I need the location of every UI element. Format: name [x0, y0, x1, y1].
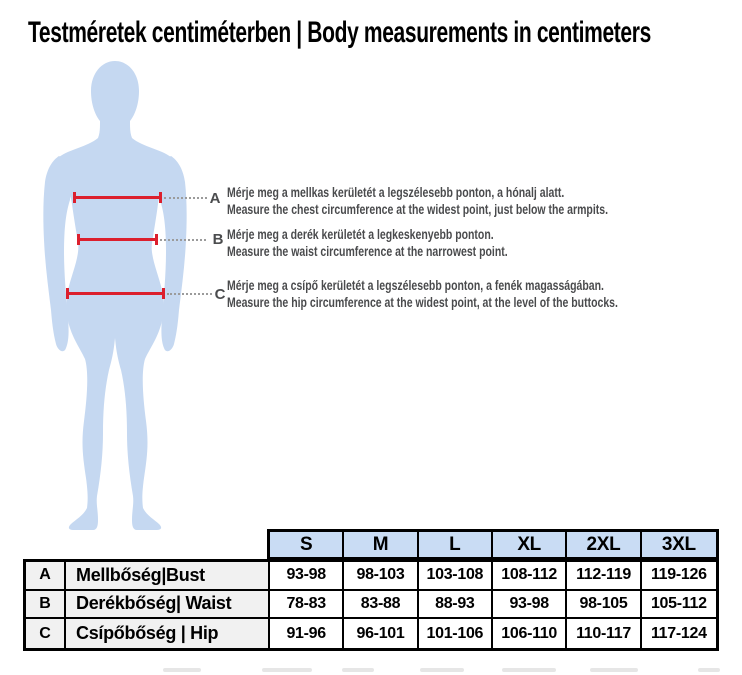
size-header-l: L — [419, 532, 493, 557]
row-b-value-xl: 93-98 — [493, 591, 567, 620]
row-b-value-l: 88-93 — [419, 591, 493, 620]
marker-label-b: B — [212, 231, 224, 248]
size-header-3xl: 3XL — [661, 533, 696, 555]
row-a-letter: A — [26, 562, 66, 591]
hip-connector-dotted-line — [167, 293, 212, 295]
row-c-value-3xl: 117-124 — [650, 624, 707, 642]
row-b-value-3xl: 105-112 — [642, 591, 716, 620]
size-header-xl: XL — [493, 532, 567, 557]
row-a-value-m: 98-103 — [344, 562, 418, 591]
chest-connector-dotted-line — [164, 197, 207, 199]
size-table-body — [23, 559, 719, 651]
row-c-name: Csípőbőség | Hip — [66, 619, 270, 648]
annotation-hip — [227, 277, 742, 310]
size-header-s: S — [270, 532, 344, 557]
row-b-value-s: 78-83 — [270, 591, 344, 620]
cropped-text-artifact — [342, 668, 374, 672]
cropped-text-artifact — [420, 668, 464, 672]
left-arm-shape — [43, 156, 71, 351]
waist-measure-line — [77, 238, 158, 241]
annotation-hip-hu: Mérje meg a csípő kerületét a legszélesebb ponton, a fenék magasságában. — [227, 277, 604, 293]
size-table-header-row — [267, 529, 719, 560]
annotation-hip-en: Measure the hip circumference at the widest point, at the level of the buttocks. — [227, 293, 618, 310]
row-c-value-l: 101-106 — [419, 619, 493, 648]
row-a-value-s: 93-98 — [270, 562, 344, 591]
row-a-name: Mellbőség|Bust — [66, 562, 270, 591]
right-arm-shape — [159, 156, 187, 351]
annotation-waist-hu: Mérje meg a derék kerületét a legkeskenyebb ponton. — [227, 226, 494, 242]
row-a-value-2xl: 112-119 — [567, 562, 641, 591]
row-b-name: Derékbőség| Waist — [66, 591, 270, 620]
cropped-text-artifact — [163, 668, 201, 672]
row-c-value-m: 96-101 — [344, 619, 418, 648]
cropped-text-artifact — [502, 668, 556, 672]
annotation-waist — [227, 226, 742, 259]
row-a-value-3xl: 119-126 — [642, 562, 716, 591]
cropped-text-artifact — [698, 668, 720, 672]
row-b-letter: B — [26, 591, 66, 620]
row-c-value-xl: 106-110 — [493, 619, 567, 648]
row-c-value-s: 91-96 — [270, 619, 344, 648]
marker-label-a: A — [209, 190, 221, 207]
marker-label-c: C — [214, 286, 226, 303]
page-title: Testméretek centiméterben | Body measurements in centimeters — [28, 16, 651, 49]
chest-measure-line — [73, 196, 162, 199]
annotation-chest-en: Measure the chest circumference at the widest point, just below the armpits. — [227, 200, 609, 217]
row-b-value-m: 83-88 — [344, 591, 418, 620]
hip-measure-line — [66, 292, 165, 295]
body-torso-shape — [52, 61, 178, 530]
annotation-waist-en: Measure the waist circumference at the narrowest point. — [227, 242, 508, 259]
row-c-value-2xl: 110-117 — [567, 619, 641, 648]
row-a-value-xl: 108-112 — [493, 562, 567, 591]
row-c-letter: C — [26, 619, 66, 648]
row-b-value-2xl: 98-105 — [567, 591, 641, 620]
size-header-2xl: 2XL — [567, 532, 641, 557]
annotation-chest — [227, 184, 742, 217]
size-header-m: M — [344, 532, 418, 557]
cropped-text-artifact — [262, 668, 312, 672]
waist-connector-dotted-line — [160, 239, 206, 241]
row-a-value-l: 103-108 — [419, 562, 493, 591]
annotation-chest-hu: Mérje meg a mellkas kerületét a legszélesebb ponton, a hónalj alatt. — [227, 184, 565, 200]
cropped-text-artifact — [590, 668, 638, 672]
